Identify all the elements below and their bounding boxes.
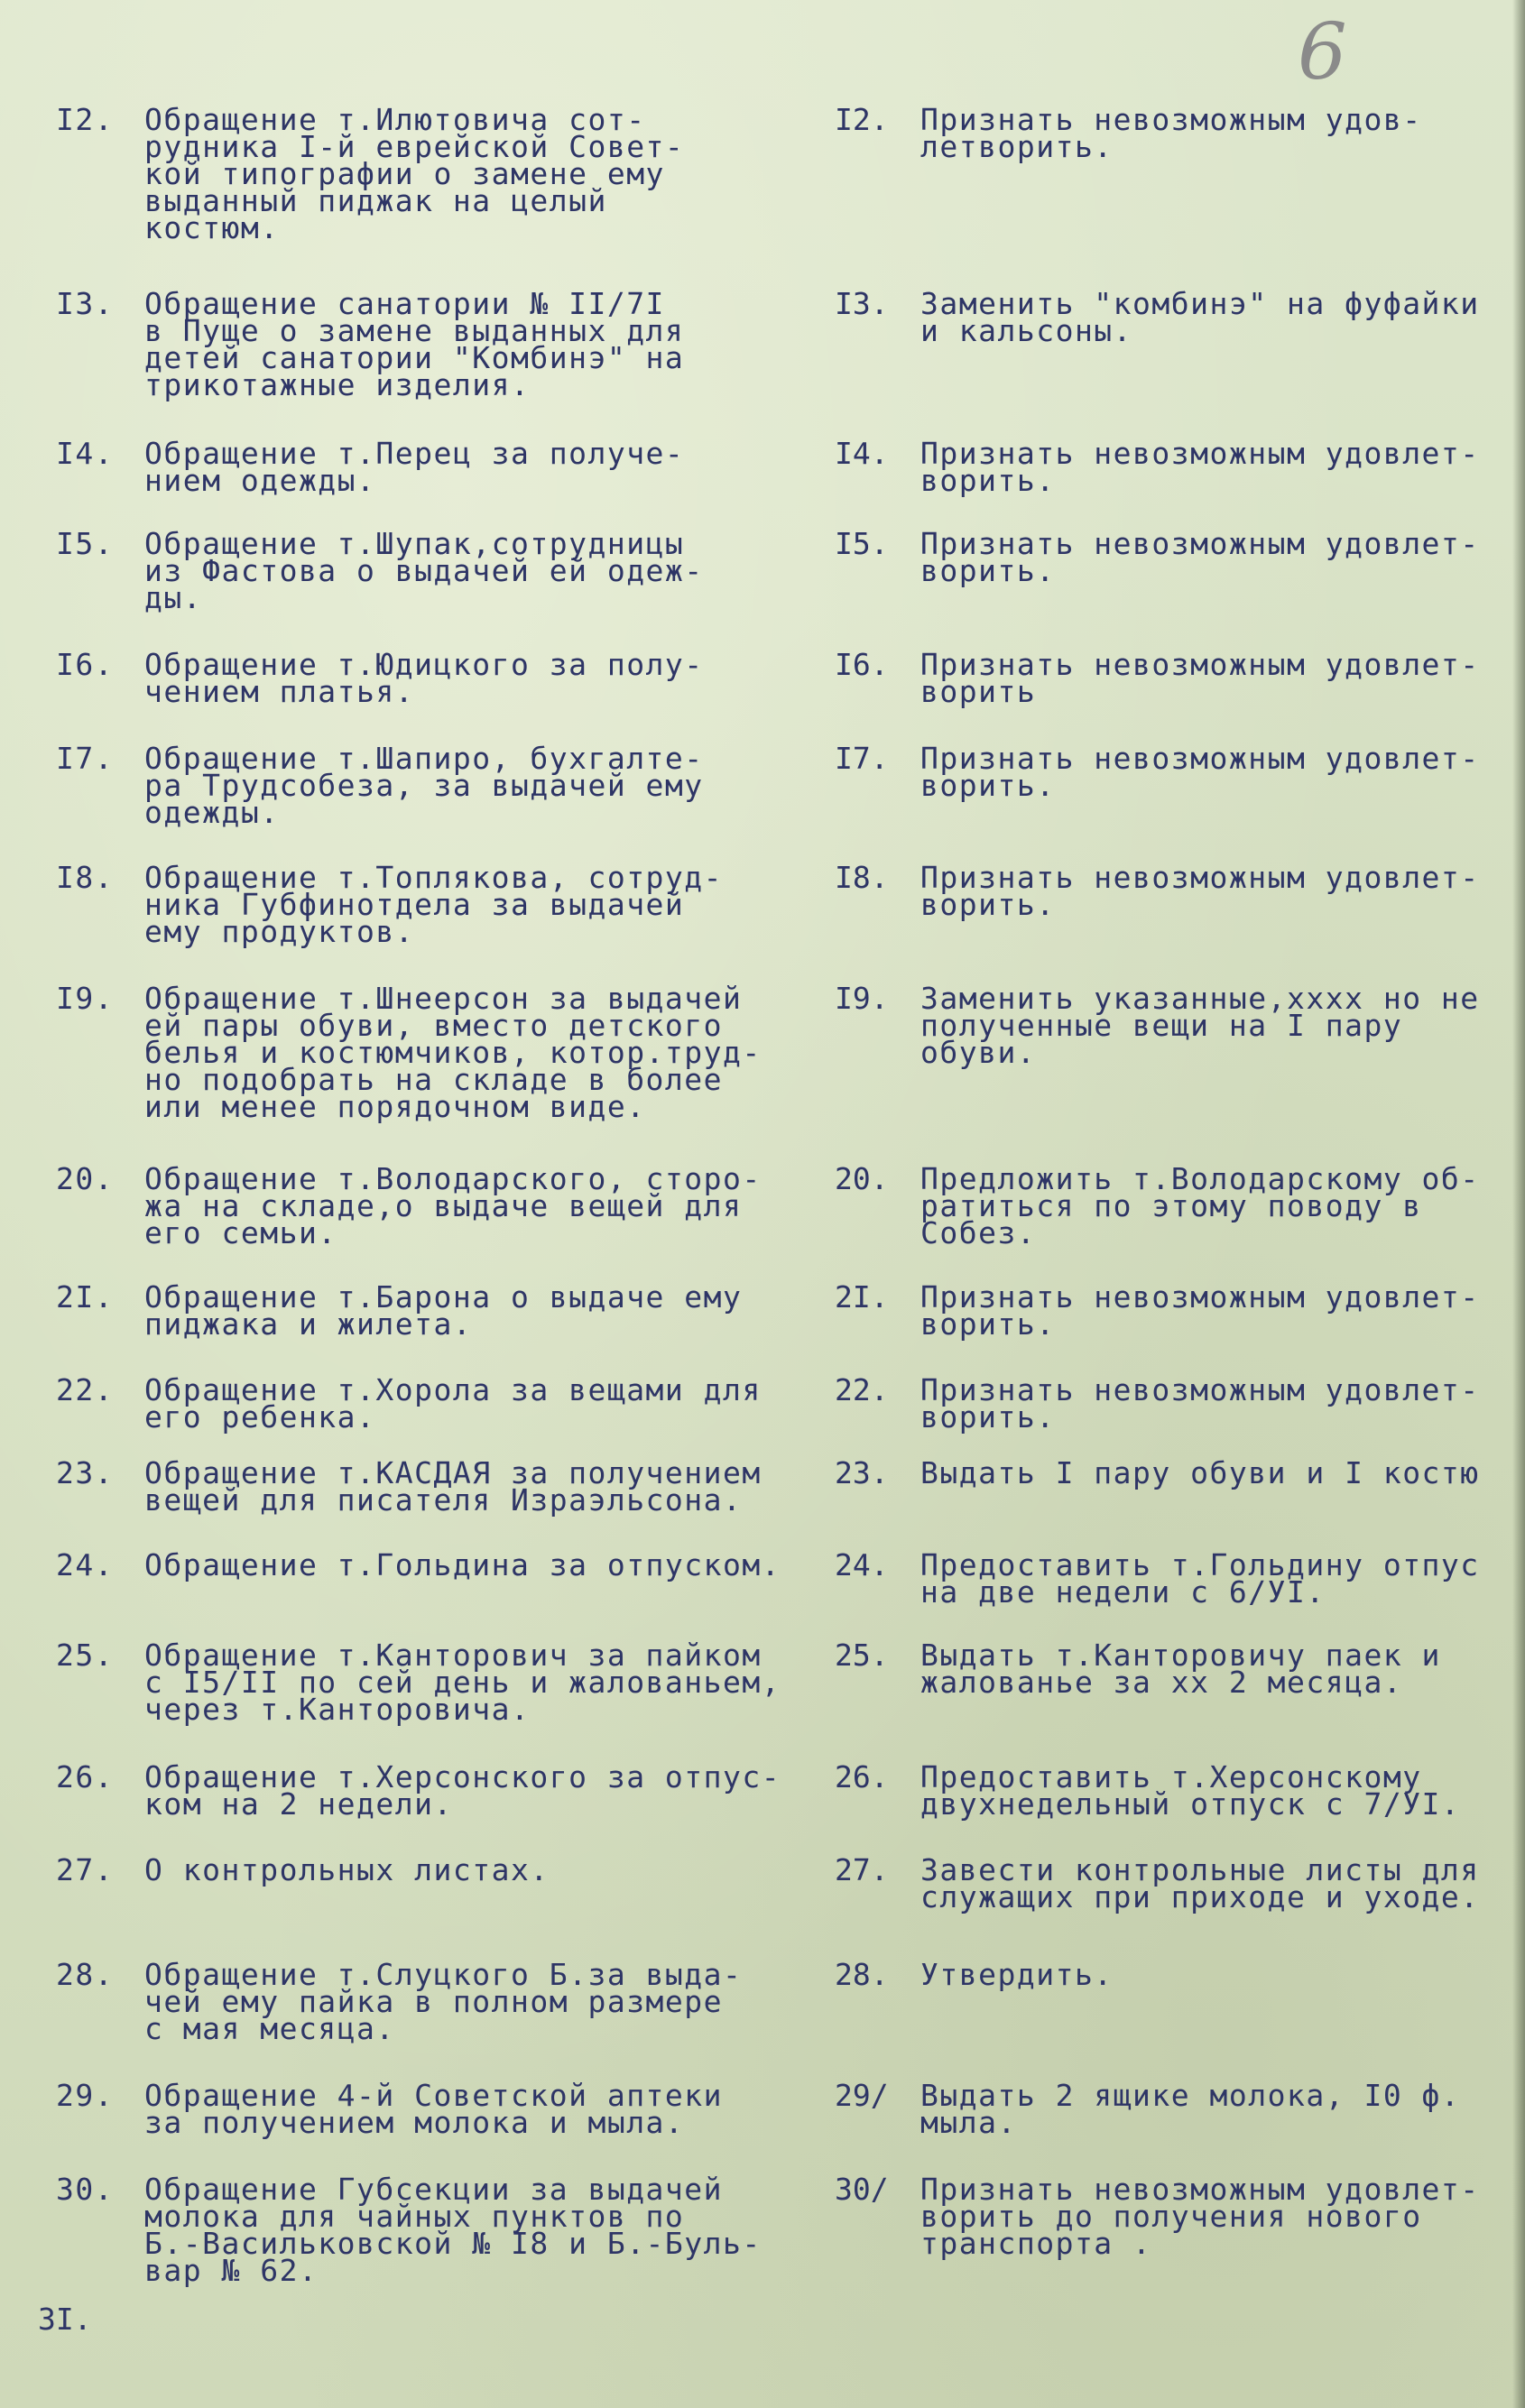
decision-number: 29/	[835, 2078, 889, 2113]
item-number: 28.	[56, 1957, 115, 1992]
item-number: I3.	[56, 286, 115, 321]
item-number: I7.	[56, 741, 115, 776]
item-request: Обращение Губсекции за выдачей молока для чайных пунктов по Б.-Васильковской № I8 и Б.-Буль- вар № 62.	[144, 2172, 762, 2288]
page-number: 6	[1298, 7, 1347, 97]
item-request: Обращение т.Шнеерсон за выдачей ей пары обуви, вместо детского белья и костюмчиков, котор.труд- но подобрать на складе в более или менее порядочном виде.	[144, 981, 762, 1124]
decision-number: I9.	[835, 981, 889, 1016]
item-decision: Предложить т.Володарскому об- ратиться по этому поводу в Собез.	[920, 1161, 1480, 1250]
item-decision: Признать невозможным удовлет- ворить.	[920, 1279, 1480, 1342]
item-decision: Признать невозможным удовлет- ворить.	[920, 436, 1480, 498]
item-decision: Выдать I пару обуви и I костю	[920, 1455, 1480, 1490]
item-request: Обращение санатории № II/7I в Пуще о замене выданных для детей санатории "Комбинэ" на трикотажные изделия.	[144, 286, 685, 402]
item-decision: Признать невозможным удовлет- ворить.	[920, 741, 1480, 803]
decision-number: 28.	[835, 1957, 889, 1992]
decision-number: 23.	[835, 1455, 889, 1490]
item-number: I6.	[56, 647, 115, 682]
decision-number: I5.	[835, 526, 889, 561]
item-number: 24.	[56, 1547, 115, 1582]
item-number: 20.	[56, 1161, 115, 1196]
decision-number: I3.	[835, 286, 889, 321]
item-number: 23.	[56, 1455, 115, 1490]
item-request: Обращение т.Юдицкого за полу- чением платья.	[144, 647, 704, 709]
item-decision: Выдать т.Канторовичу паек и жалованье за xx 2 месяца.	[920, 1638, 1441, 1700]
item-decision: Признать невозможным удов- летворить.	[920, 102, 1422, 164]
item-request: О контрольных листах.	[144, 1852, 550, 1887]
item-number: 27.	[56, 1852, 115, 1887]
item-decision: Предоставить т.Гольдину отпус на две недели с 6/УI.	[920, 1547, 1480, 1610]
decision-number: 2I.	[835, 1279, 889, 1315]
decision-number: I7.	[835, 741, 889, 776]
item-number: I4.	[56, 436, 115, 471]
item-request: Обращение т.Гольдина за отпуском.	[144, 1547, 781, 1582]
item-number: 29.	[56, 2078, 115, 2113]
item-number: I9.	[56, 981, 115, 1016]
item-request: Обращение т.Илютовича сот- рудника I-й еврейской Совет- кой типографии о замене ему выданный пиджак на целый костюм.	[144, 102, 685, 245]
item-decision: Заменить указанные,xxxx но не полученные вещи на I пару обуви.	[920, 981, 1480, 1070]
item-request: Обращение т.Канторович за пайком с I5/II по сей день и жалованьем, через т.Канторовича.	[144, 1638, 781, 1727]
decision-number: 22.	[835, 1372, 889, 1407]
decision-number: 27.	[835, 1852, 889, 1887]
item-decision: Предоставить т.Херсонскому двухнедельный отпуск с 7/УI.	[920, 1759, 1461, 1822]
item-request: Обращение т.Слуцкого Б.за выда- чей ему пайка в полном размере с мая месяца.	[144, 1957, 743, 2046]
page-edge-shadow	[1512, 0, 1525, 2408]
item-decision: Признать невозможным удовлет- ворить.	[920, 526, 1480, 588]
decision-number: 20.	[835, 1161, 889, 1196]
item-number: 22.	[56, 1372, 115, 1407]
item-request: Обращение т.Шупак,сотрудницы из Фастова о выдачей ей одеж- ды.	[144, 526, 704, 615]
item-decision: Заменить "комбинэ" на фуфайки и кальсоны.	[920, 286, 1480, 348]
decision-number: 25.	[835, 1638, 889, 1673]
item-number: 30.	[56, 2172, 115, 2207]
item-number: 25.	[56, 1638, 115, 1673]
item-decision: Завести контрольные листы для служащих при приходе и уходе.	[920, 1852, 1480, 1914]
item-number-31: 3I.	[38, 2302, 92, 2337]
decision-number: I6.	[835, 647, 889, 682]
decision-number: I2.	[835, 102, 889, 137]
decision-number: 30/	[835, 2172, 889, 2207]
decision-number: 26.	[835, 1759, 889, 1794]
item-request: Обращение т.Володарского, сторо- жа на складе,о выдаче вещей для его семьи.	[144, 1161, 762, 1250]
decision-number: 24.	[835, 1547, 889, 1582]
item-number: I5.	[56, 526, 115, 561]
item-decision: Признать невозможным удовлет- ворить.	[920, 1372, 1480, 1435]
item-decision: Признать невозможным удовлет- ворить.	[920, 860, 1480, 922]
item-number: I2.	[56, 102, 115, 137]
item-decision: Признать невозможным удовлет- ворить до получения нового транспорта .	[920, 2172, 1480, 2261]
item-number: 2I.	[56, 1279, 115, 1315]
item-number: I8.	[56, 860, 115, 895]
item-request: Обращение 4-й Советской аптеки за получением молока и мыла.	[144, 2078, 724, 2140]
item-decision: Признать невозможным удовлет- ворить	[920, 647, 1480, 709]
decision-number: I4.	[835, 436, 889, 471]
item-request: Обращение т.Хорола за вещами для его ребенка.	[144, 1372, 762, 1435]
decision-number: I8.	[835, 860, 889, 895]
item-request: Обращение т.Херсонского за отпус- ком на 2 недели.	[144, 1759, 781, 1822]
item-number: 26.	[56, 1759, 115, 1794]
item-request: Обращение т.Топлякова, сотруд- ника Губфинотдела за выдачей ему продуктов.	[144, 860, 724, 949]
item-request: Обращение т.КАСДАЯ за получением вещей для писателя Израэльсона.	[144, 1455, 762, 1518]
item-decision: Выдать 2 ящике молока, I0 ф. мыла.	[920, 2078, 1461, 2140]
item-request: Обращение т.Перец за получе- нием одежды.	[144, 436, 685, 498]
item-decision: Утвердить.	[920, 1957, 1114, 1992]
item-request: Обращение т.Барона о выдаче ему пиджака и жилета.	[144, 1279, 743, 1342]
item-request: Обращение т.Шапиро, бухгалте- ра Трудсобеза, за выдачей ему одежды.	[144, 741, 704, 830]
